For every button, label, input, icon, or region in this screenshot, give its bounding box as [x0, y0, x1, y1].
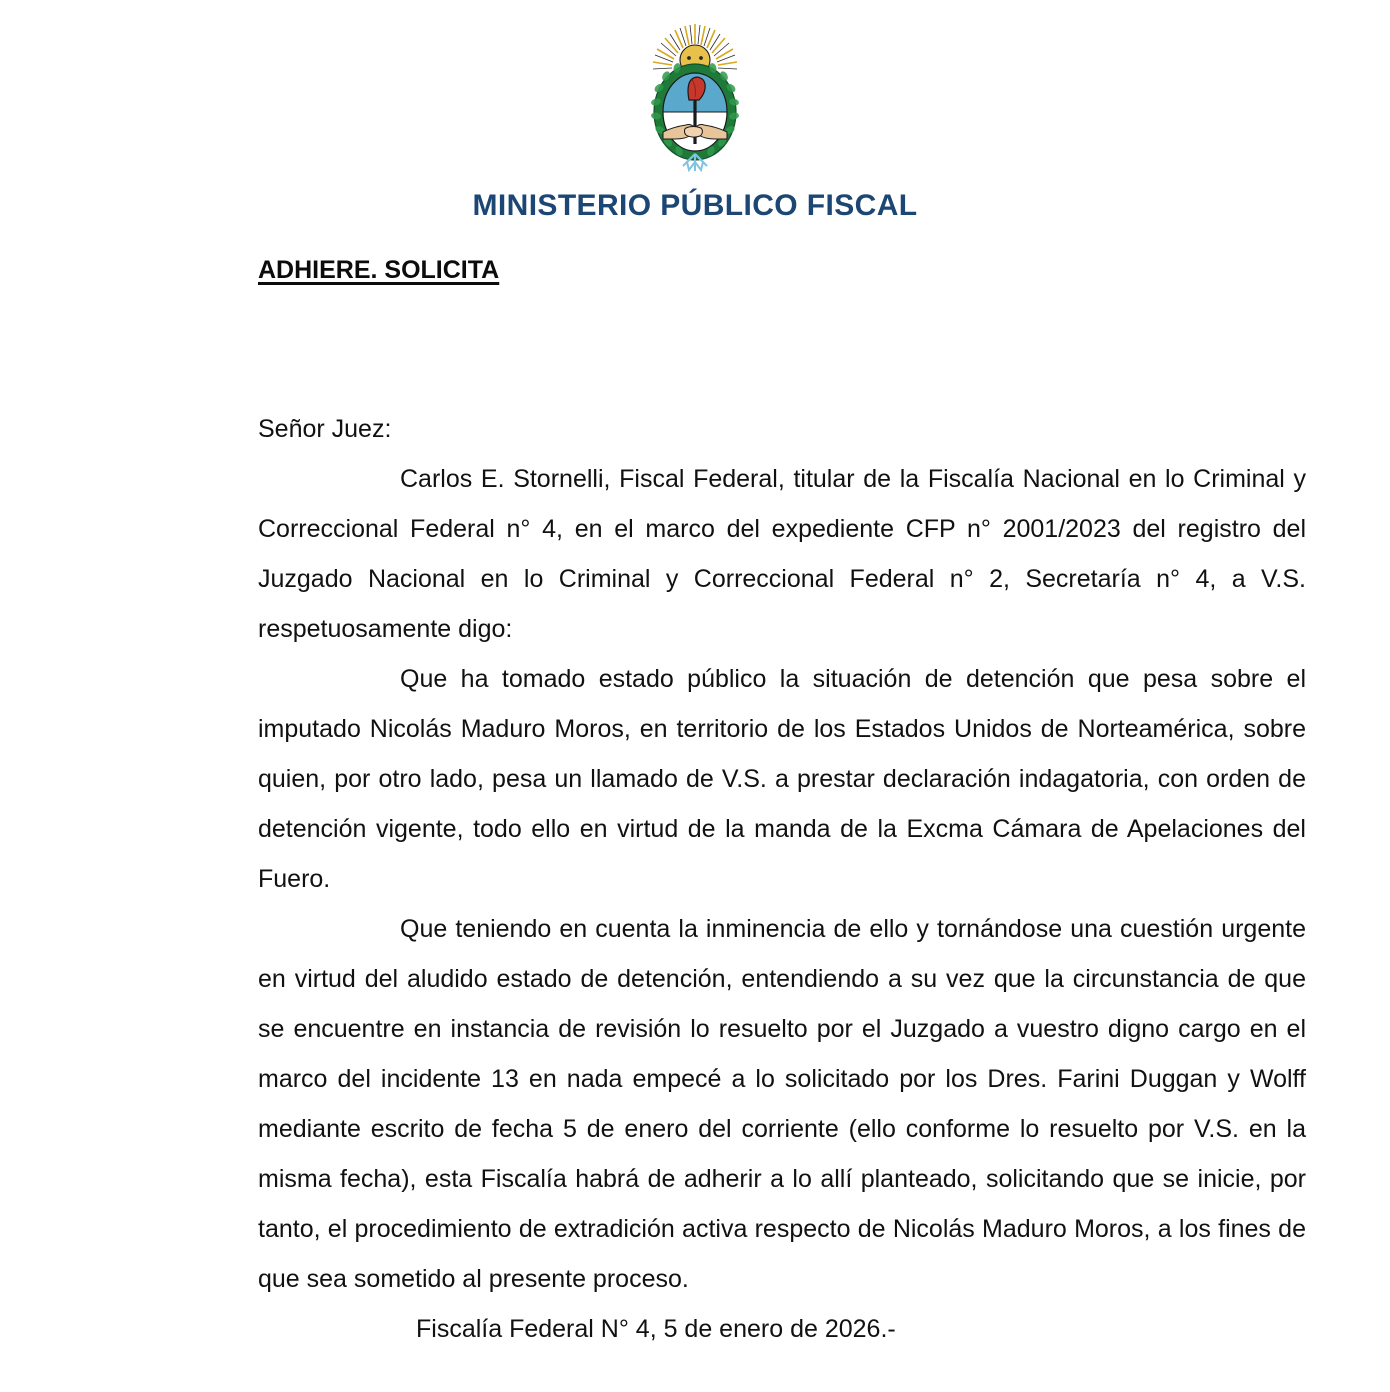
document-heading: ADHIERE. SOLICITA	[258, 256, 500, 284]
document-body	[258, 404, 1306, 1354]
body-paragraph-1: Carlos E. Stornelli, Fiscal Federal, titular de la Fiscalía Nacional en lo Criminal y Correccional Federal n° 4, en el marco del expediente CFP n° 2001/2023 del registro del Juzgado Nacional en lo Criminal y Correccional Federal n° 2, Secretaría n° 4, a V.S. respetuosamente digo:	[258, 465, 1306, 643]
argentine-coat-of-arms-icon	[639, 14, 751, 176]
phrygian-cap	[688, 77, 705, 100]
emblem-container	[0, 14, 1390, 176]
closing-line: Fiscalía Federal N° 4, 5 de enero de 2026.-	[416, 1315, 896, 1343]
body-paragraph-2: Que ha tomado estado público la situación de detención que pesa sobre el imputado Nicolás Maduro Moros, en territorio de los Estados Unidos de Norteamérica, sobre quien, por otro lado, pesa un llamado de V.S. a prestar declaración indagatoria, con orden de detención vigente, todo ello en virtud de la manda de la Excma Cámara de Apelaciones del Fuero.	[258, 665, 1306, 893]
page-title: MINISTERIO PÚBLICO FISCAL	[472, 189, 918, 222]
body-paragraph-3: Que teniendo en cuenta la inminencia de ello y tornándose una cuestión urgente en virtud del aludido estado de detención, entendiendo a su vez que la circunstancia de que se encuentre en instancia de revisión lo resuelto por el Juzgado a vuestro digno cargo en el marco del incidente 13 en nada empecé a lo solicitado por los Dres. Farini Duggan y Wolff mediante escrito de fecha 5 de enero del corriente (ello conforme lo resuelto por V.S. en la misma fecha), esta Fiscalía habrá de adherir a lo allí planteado, solicitando que se inicie, por tanto, el procedimiento de extradición activa respecto de Nicolás Maduro Moros, a los fines de que sea sometido al presente proceso.	[258, 915, 1306, 1293]
salutation: Señor Juez:	[258, 415, 392, 443]
